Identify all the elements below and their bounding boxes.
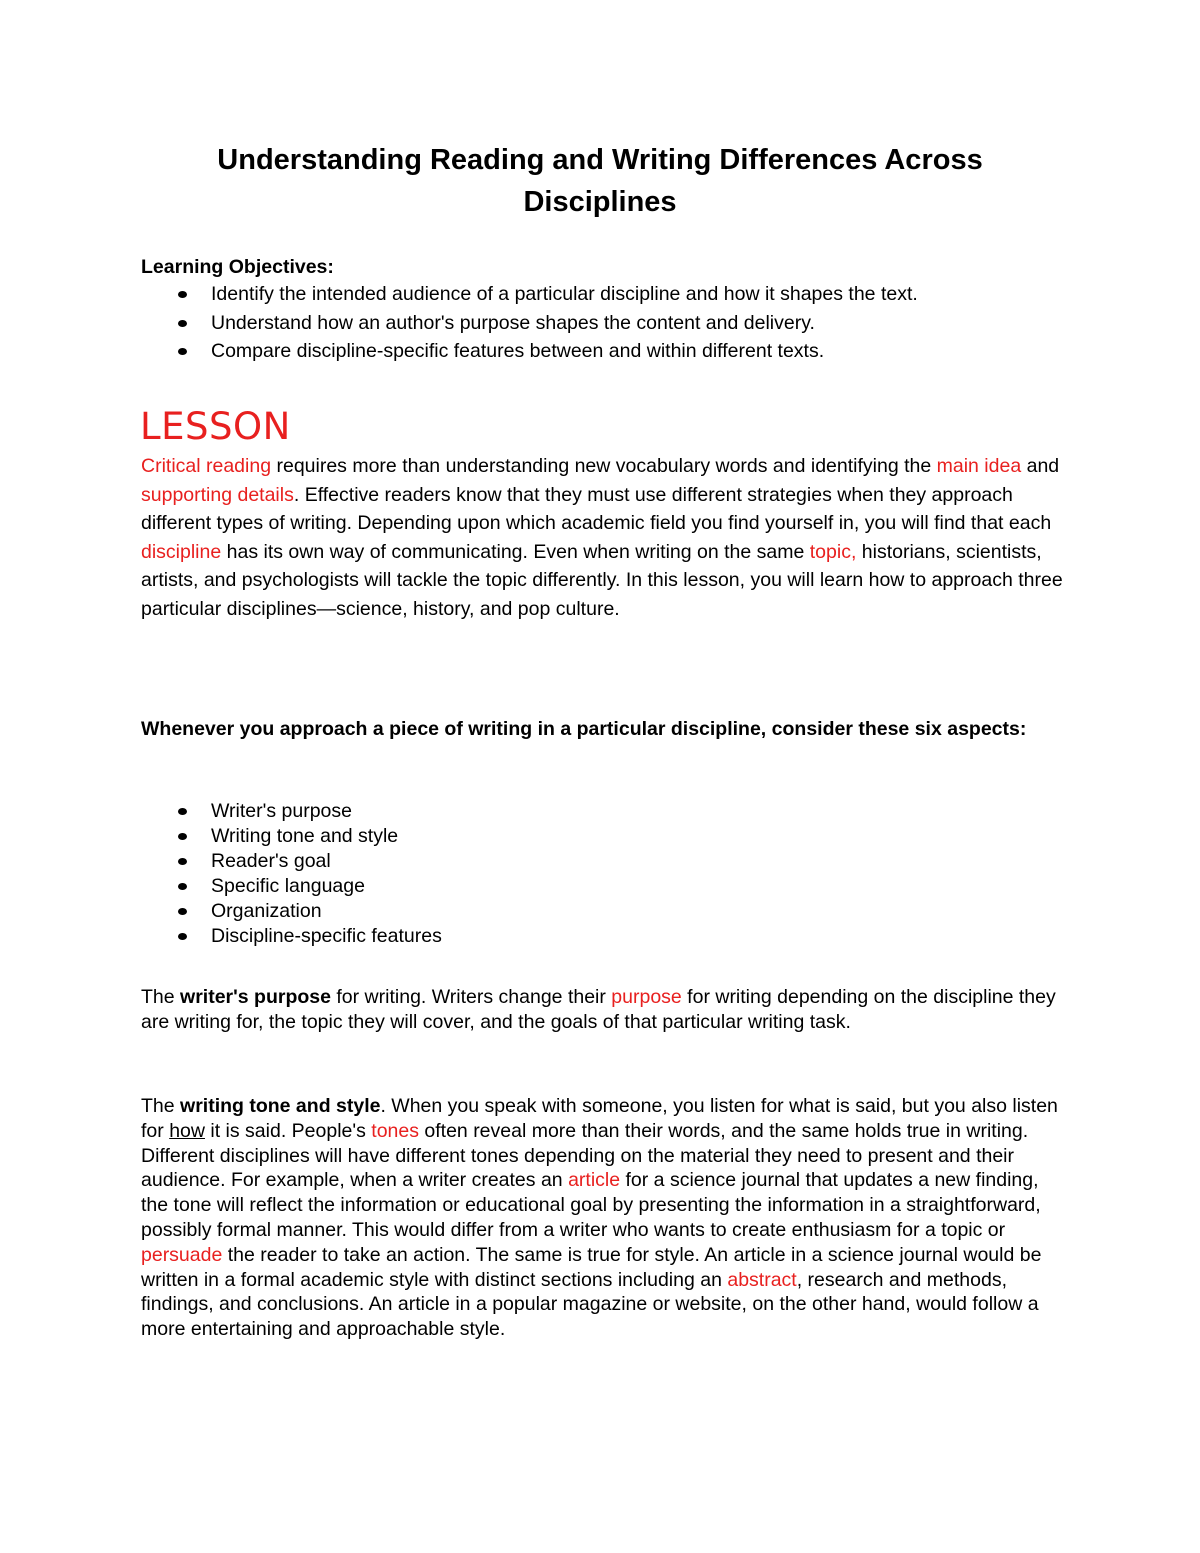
list-item: [141, 849, 442, 874]
bold-term: writing tone and style: [180, 1095, 381, 1117]
paragraph-text: . When you speak with someone, you listen for what is said, but you also listen for: [141, 1095, 1058, 1142]
term-link-topic[interactable]: topic,: [809, 540, 857, 563]
aspect-text: Specific language: [211, 875, 365, 897]
objective-text: Compare discipline-specific features between and within different texts.: [211, 340, 825, 362]
bullet-icon: [178, 833, 187, 840]
underlined-word: how: [169, 1119, 205, 1142]
bullet-icon: [178, 883, 187, 890]
term-link-persuade[interactable]: persuade: [141, 1243, 223, 1266]
bullet-icon: [178, 291, 187, 298]
term-link-main-idea[interactable]: main idea: [936, 455, 1022, 477]
lesson-heading: LESSON: [140, 405, 291, 448]
aspects-intro: Whenever you approach a piece of writing in a particular discipline, consider these six aspects:: [141, 718, 1027, 740]
paragraph-text: for a science journal that updates a new finding, the tone will reflect the information or educational goal by presenting the information in a straightforward, possibly formal manner. This would differ from a writer who wants to create enthusiasm for a topic or: [141, 1169, 1041, 1241]
term-link-tones[interactable]: tones: [371, 1119, 419, 1142]
paragraph-text: has its own way of communicating. Even when writing on the same: [221, 540, 810, 563]
paragraph-text: the reader to take an action. The same is true for style. An article in a science journal would be written in a formal academic style with distinct sections including an: [141, 1243, 1042, 1291]
paragraph-text: The: [141, 1095, 181, 1117]
paragraph-text: for writing depending on the discipline they are writing for, the topic they will cover, and the goals of that particular writing task.: [141, 986, 1056, 1033]
term-link-discipline[interactable]: discipline: [141, 540, 222, 563]
list-item: [141, 874, 442, 899]
paragraph-text: often reveal more than their words, and the same holds true in writing. Different disciplines will have different tones depending on the material they need to present and their audience. For example, when a writer creates an: [141, 1119, 1029, 1192]
term-link-critical-reading[interactable]: Critical reading: [141, 455, 272, 477]
aspect-text: Writer's purpose: [211, 800, 352, 822]
paragraph-text: it is said. People's: [204, 1119, 372, 1142]
paragraph-text: and: [1021, 455, 1060, 477]
learning-objectives-list: [141, 280, 918, 366]
paragraph-text: requires more than understanding new vocabulary words and identifying the: [271, 455, 937, 477]
paragraph-text: for writing. Writers change their: [330, 986, 612, 1008]
list-item: [141, 309, 918, 338]
learning-objectives-heading: Learning Objectives:: [141, 256, 334, 278]
bullet-icon: [178, 908, 187, 915]
paragraph-text: , research and methods, findings, and conclusions. An article in a popular magazine or website, on the other hand, would follow a more entertaining and approachable style.: [141, 1268, 1039, 1341]
paragraph-text: historians, scientists, artists, and psychologists will tackle the topic differently. In this lesson, you will learn how to approach three particular disciplines—science, history, and pop culture.: [141, 540, 1063, 620]
list-item: [141, 899, 442, 924]
list-item: [141, 924, 442, 949]
objective-text: Identify the intended audience of a particular discipline and how it shapes the text.: [211, 283, 918, 305]
document-title: Understanding Reading and Writing Differences Across Disciplines: [217, 144, 983, 218]
paragraph-text: . Effective readers know that they must use different strategies when they approach different types of writing. Depending upon which academic field you find yourself in, you will find that each: [141, 483, 1052, 535]
tone-style-paragraph: [141, 1094, 1066, 1342]
bullet-icon: [178, 348, 187, 355]
term-link-supporting-details[interactable]: supporting details: [141, 483, 294, 506]
term-link-article[interactable]: article: [568, 1169, 621, 1192]
bullet-icon: [178, 808, 187, 815]
aspect-text: Discipline-specific features: [211, 925, 442, 947]
bold-term: writer's purpose: [180, 986, 331, 1008]
aspects-list: [141, 799, 442, 949]
paragraph-text: The: [141, 986, 181, 1008]
lesson-intro-paragraph: [141, 452, 1066, 624]
aspect-text: Organization: [211, 900, 322, 922]
list-item: [141, 337, 918, 366]
aspect-text: Writing tone and style: [211, 825, 399, 847]
term-link-abstract[interactable]: abstract: [727, 1268, 797, 1291]
list-item: [141, 799, 442, 824]
bullet-icon: [178, 858, 187, 865]
aspect-text: Reader's goal: [211, 850, 331, 872]
bullet-icon: [178, 933, 187, 940]
list-item: [141, 824, 442, 849]
list-item: [141, 280, 918, 309]
bullet-icon: [178, 320, 187, 327]
writers-purpose-paragraph: [141, 985, 1066, 1035]
objective-text: Understand how an author's purpose shapes the content and delivery.: [211, 311, 815, 334]
term-link-purpose[interactable]: purpose: [611, 986, 682, 1008]
